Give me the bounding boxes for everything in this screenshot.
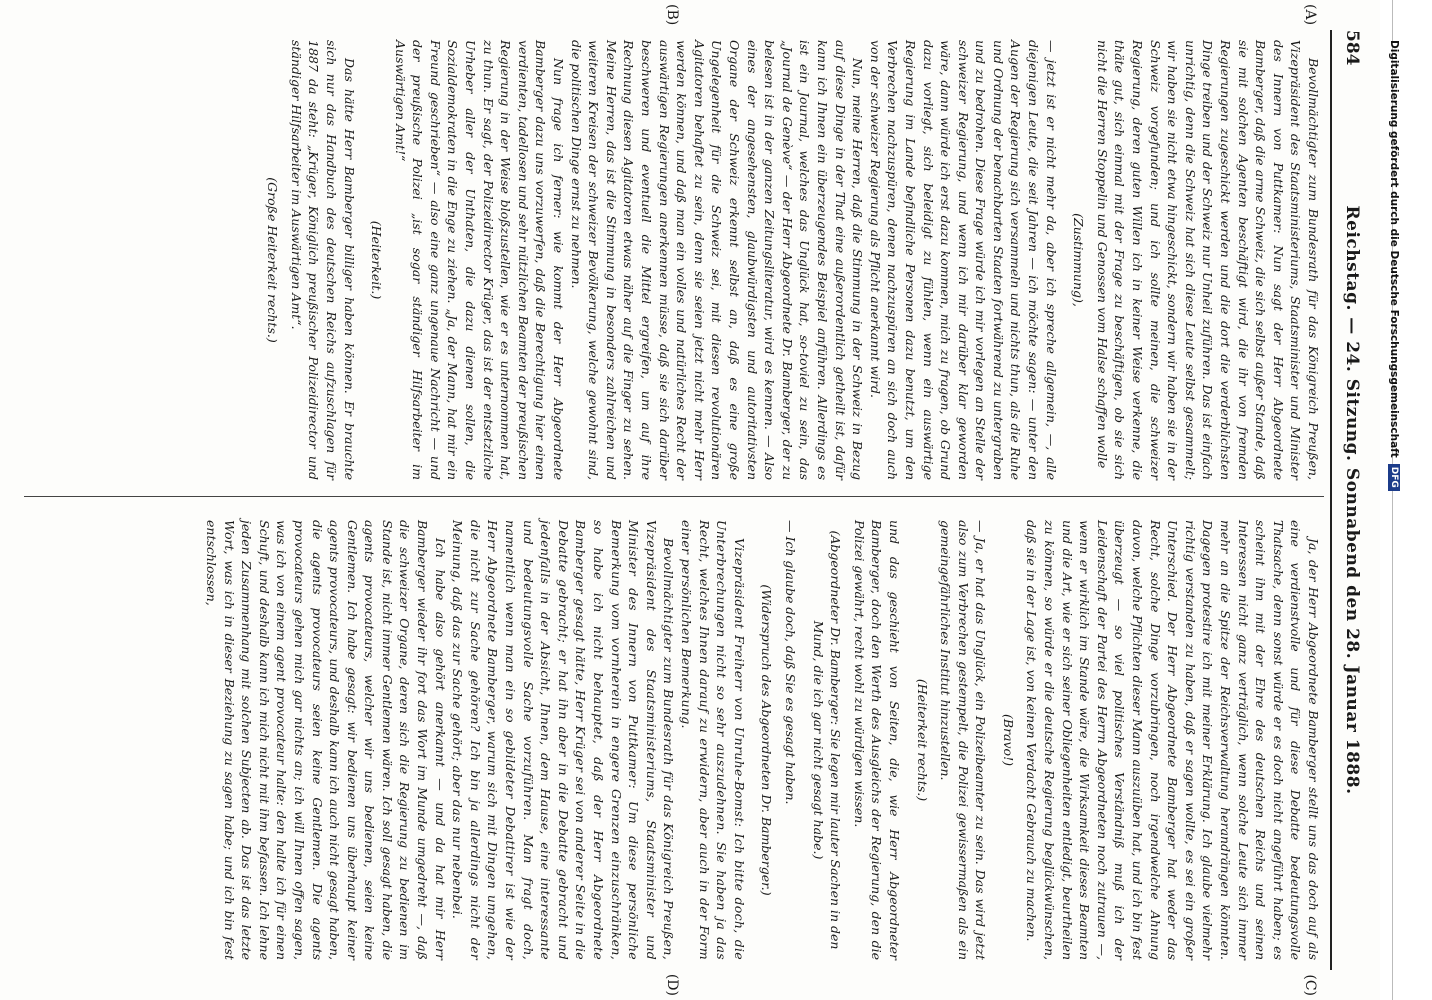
paragraph: Nun, meine Herren, daß die Stimmung in der Schweiz in Bezug auf diese Dinge in der That eine außerordentlich getheilt ist, dafür kann ich Ihnen ein überzeugendes Beispiel anführen. Allerdings es ist ein Journal, welches das Unglück hat, so-toviel zu sein, das „Journal de Genève“ — der Herr Abgeordnete Dr. Bamberger, der zu belesen ist in der ganzen Zeitungsliteratur, wird es kennen. — Also eines der angesehensten, glaubwürdigsten und autoritativsten Organe der Schweiz erkennt selbst an, daß es eine große Ungelegenheit für die Schweiz sei, mit diesen revolutionären Agitatoren behaftet zu sein, denn sie seien jetzt nicht mehr Herr werden können, und daß man ein volles und natürliches Recht der auswärtigen Regierungen anerkennen müsse, daß sie sich darüber beschweren und eventuell die Mittel ergreifen, um auf ihre Rechnung diesen Agitatoren etwas näher auf die Finger zu sehen. Meine Herren, das ist die Stimmung in besonders zahlreichen und weiteren Kreisen der schweizer Bevölkerung, welche gewohnt sind, die politischen Dinge ernst zu nehmen. <box>568 40 866 480</box>
interjection: (Abgeordneter Dr. Bamberger: Sie legen mir lauter Sachen in den Mund, die ich gar nicht gesagt habe.) <box>810 530 844 950</box>
paragraph: — Ich glaube doch, daß Sie es gesagt haben. <box>782 520 798 805</box>
page-title: Reichstag. — 24. Sitzung. Sonnabend den 28. Januar 1888. <box>1342 205 1362 795</box>
paragraph: Das hätte Herr Bamberger billiger haben können. Er brauchte sich nur das Handbuch des deutschen Reichs aufzuschlagen für 1887 da steht: „Krüger, Königlich preußischer Polizeidirector und ständiger Hilfsarbeiter im Auswärtigen Amt“. <box>288 40 357 480</box>
marker-b: (B) <box>664 4 680 26</box>
paragraph: Bevollmächtigter zum Bundesrath für das Königreich Preußen, Vizepräsident des Staatsministeriums, Staatsminister und Minister des Innern von Puttkamer: Um diese persönliche Bemerkung vom vornherein in engere Grenzen einzuschränken, so habe ich nicht behauptet, daß der Herr Abgeordnete Bamberger gesagt hätte, Herr Krüger sei von anderer Seite in die Debatte gebracht; er hat ihn aber in die Debatte gebracht und jedenfalls in der Absicht, Ihnen, dem Hause, eine interessante und bedeutungsvolle Sache vorzuführen. Man fragt doch, namentlich wenn man ein so gebildeter Debattirer ist wie der Herr Abgeordnete Bamberger, warum sich mit Dingen umgehen, die nicht zur Sache gehören? Ich bin ja allerdings nicht der Meinung, daß das zur Sache gehört; aber das nur nebenbei. <box>450 520 677 960</box>
interjection: (Heiterkeit.) <box>369 220 385 300</box>
dfg-logo-icon: DFG <box>1388 464 1400 491</box>
credit-text: Digitalisierung gefördert durch die Deutsche Forschungsgemeinschaft <box>1388 40 1400 458</box>
paragraph: Bevollmächtigter zum Bundesrath für das Königreich Preußen, Vizepräsident des Staatsministeriums, Staatsminister und Minister des Innern von Puttkamer: Nun sagt der Herr Abgeordnete Bamberger, daß die arme Schweiz, die sich selbst außer Stande, daß sie mit solchen Agenten beschäftigt wird, die ihr von fremden Regierungen zugeschickt werden und die dort die verderblichsten Dinge treiben und der Schweiz nur Unheil zuführen. Das ist einfach unrichtig, denn die Schweiz hat sich diese Leute selbst gesammelt; wir haben sie nicht etwa hingeschickt, sondern wir haben sie in der Schweiz vorgefunden; und ich sollte meinen, die schweizer Regierung, deren guten Willen ich in keiner Weise verkenne, die thäte gut, sich einmal mit der Frage zu beschäftigen, ob sie sich nicht die Herren Stoppelin und Genossen vom Halse schaffen wolle <box>1094 40 1321 480</box>
marker-c: (C) <box>1302 974 1318 996</box>
page-number: 584 <box>1342 30 1362 66</box>
paragraph: — Ja, er hat das Unglück, ein Polizeibeamter zu sein. Das wird jetzt also zum Verbrechen gestempelt, die Polizei gewissermaßen als ein gemeingefährliches Institut hinzustellen. <box>938 520 989 960</box>
paragraph: Ich habe also gehört anerkannt — und da hat mir Herr Bamberger wieder ihr fort das Wort im Munde umgedreht —, daß die schweizer Organe, deren sich die Regierung zu bedienen im Stande ist, nicht immer Gentlemen wären. Ich soll gesagt haben, die agents provocateurs, welcher wir uns bedienen, seien keine Gentlemen. Ich habe gesagt: wir bedienen uns überhaupt keiner agents provocateurs, und deshalb kann ich auch nicht gesagt haben, die agents provocateurs seien keine Gentlemen. Die agents provocateurs gehen mich gar nichts an; ich will Ihnen offen sagen, was ich von einem agent provocateur halte: den halte ich für einen Schuft, und deshalb kann ich mich nicht mit ihm befassen. Ich lehne jeden Zusammenhang mit solchen Subjecten ab. Das ist das letzte Wort, was ich in dieser Beziehung zu sagen habe; und ich bin fest entschlossen, <box>203 520 448 960</box>
interjection: (Große Heiterkeit rechts.) <box>265 177 281 343</box>
paragraph: und das geschieht von Seiten, die, wie Herr Abgeordneter Bamberger, doch den Werth des Ausgleichs der Regierung, den die Polizei gewährt, recht wohl zu würdigen wissen. <box>851 520 902 960</box>
interjection: (Zustimmung), <box>1071 213 1087 307</box>
column-divider <box>24 496 1324 497</box>
left-column <box>254 40 1322 480</box>
interjection: (Bravo!) <box>1000 714 1016 766</box>
header-rule <box>1330 30 1332 970</box>
digitization-credit <box>1378 40 1400 1000</box>
interjection: (Widerspruch des Abgeordneten Dr. Bamberger.) <box>759 584 775 896</box>
paragraph: Vizepräsident Freiherr von Unruhe-Bomst: Ich bitte doch, die Unterbrechungen nicht so sehr auszudehnen. Sie haben ja das Recht, welches Ihnen darauf zu erwidern, aber auch in der Form einer persönlichen Bemerkung. <box>679 520 747 960</box>
right-column <box>202 520 1322 960</box>
marker-a: (A) <box>1302 4 1318 26</box>
page-header <box>1336 30 1362 970</box>
paragraph: Ja, der Herr Abgeordnete Bamberger stellt uns das doch auf als eine verdienstvolle und für diese Debatte bedeutungsvolle Thatsache, denn sonst würde er es doch nicht angeführt haben; es scheint ihm mit der Ehre des deutschen Reichs und seinen Interessen nicht ganz verträglich, wenn solche Leute sich immer mehr an die Spitze der Reichsverwaltung herandrängen könnten. Dagegen protestire ich mit meiner Erklärung. Ich glaube vielmehr richtig verstanden zu haben, daß er sagen wollte, es sei ein großer Unterschied. Der Herr Abgeordnete Bamberger hat weder das Recht, solche Dinge vorzubringen, noch irgendwelche Ahnung davon, welche Pflichten dieser Mann auszuüben hat, und ich bin fest überzeugt — so viel politisches Verständniß muß ich der Leidenschaft der Partei des Herrn Abgeordneten noch zutrauen —, wenn er wirklich im Stande wäre, die Wirksamkeit dieses Beamten und die Art, wie er sich seiner Obliegenheiten entledigt, beurtheilen zu können, so würde er die deutsche Regierung beglückwünschen, daß sie in der Lage ist, von keinen Verdacht Gebrauch zu machen. <box>1024 520 1321 960</box>
paragraph: Nun frage ich ferner: wie kommt der Herr Abgeordnete Bamberger dazu uns vorzuwerfen, daß die Berechtigung hier einen verdienten, tadellosen und sehr nützlichen Beamten der preußischen Regierung in der Weise bloßzustellen, wie er es unternommen hat, zu thun. Er sagt, der Polizeidirector Krüger, das ist der entsetzliche Urheber aller der Unthaten, die dazu dienen sollen, die Sozialdemokraten in die Enge zu ziehen. „Ja, der Mann, hat mir ein Freund geschrieben“ — also eine ganz ungenaue Nachricht — und der preußische Polizei „ist sogar ständiger Hilfsarbeiter im Auswärtigen Amt!“ <box>392 40 567 480</box>
marker-d: (D) <box>664 973 680 996</box>
paragraph: — jetzt ist er nicht mehr da, aber ich spreche allgemein, —, alle diejenigen Leute, die seit Jahren — ich möchte sagen: — unter den Augen der Regierung sich versammeln und nichts thun, als die Ruhe und Ordnung der benachbarten Staaten fortwährend zu untergraben und zu bedrohen. Diese Frage würde ich mir vorlegen an Stelle der schweizer Regierung, und wenn ich mir darüber klar geworden wäre, dann würde ich erst dazu kommen, mich zu fragen, ob Grund dazu vorliegt, sich beleidigt zu fühlen, wenn ein auswärtige Regierung im Lande befindliche Personen dazu benutzt, um den Verbrechen nachzuspüren, denen nachzuspüren an sich doch auch von der schweizer Regierung als Pflicht anerkannt wird. <box>867 40 1059 480</box>
interjection: (Heiterkeit rechts.) <box>914 678 930 802</box>
